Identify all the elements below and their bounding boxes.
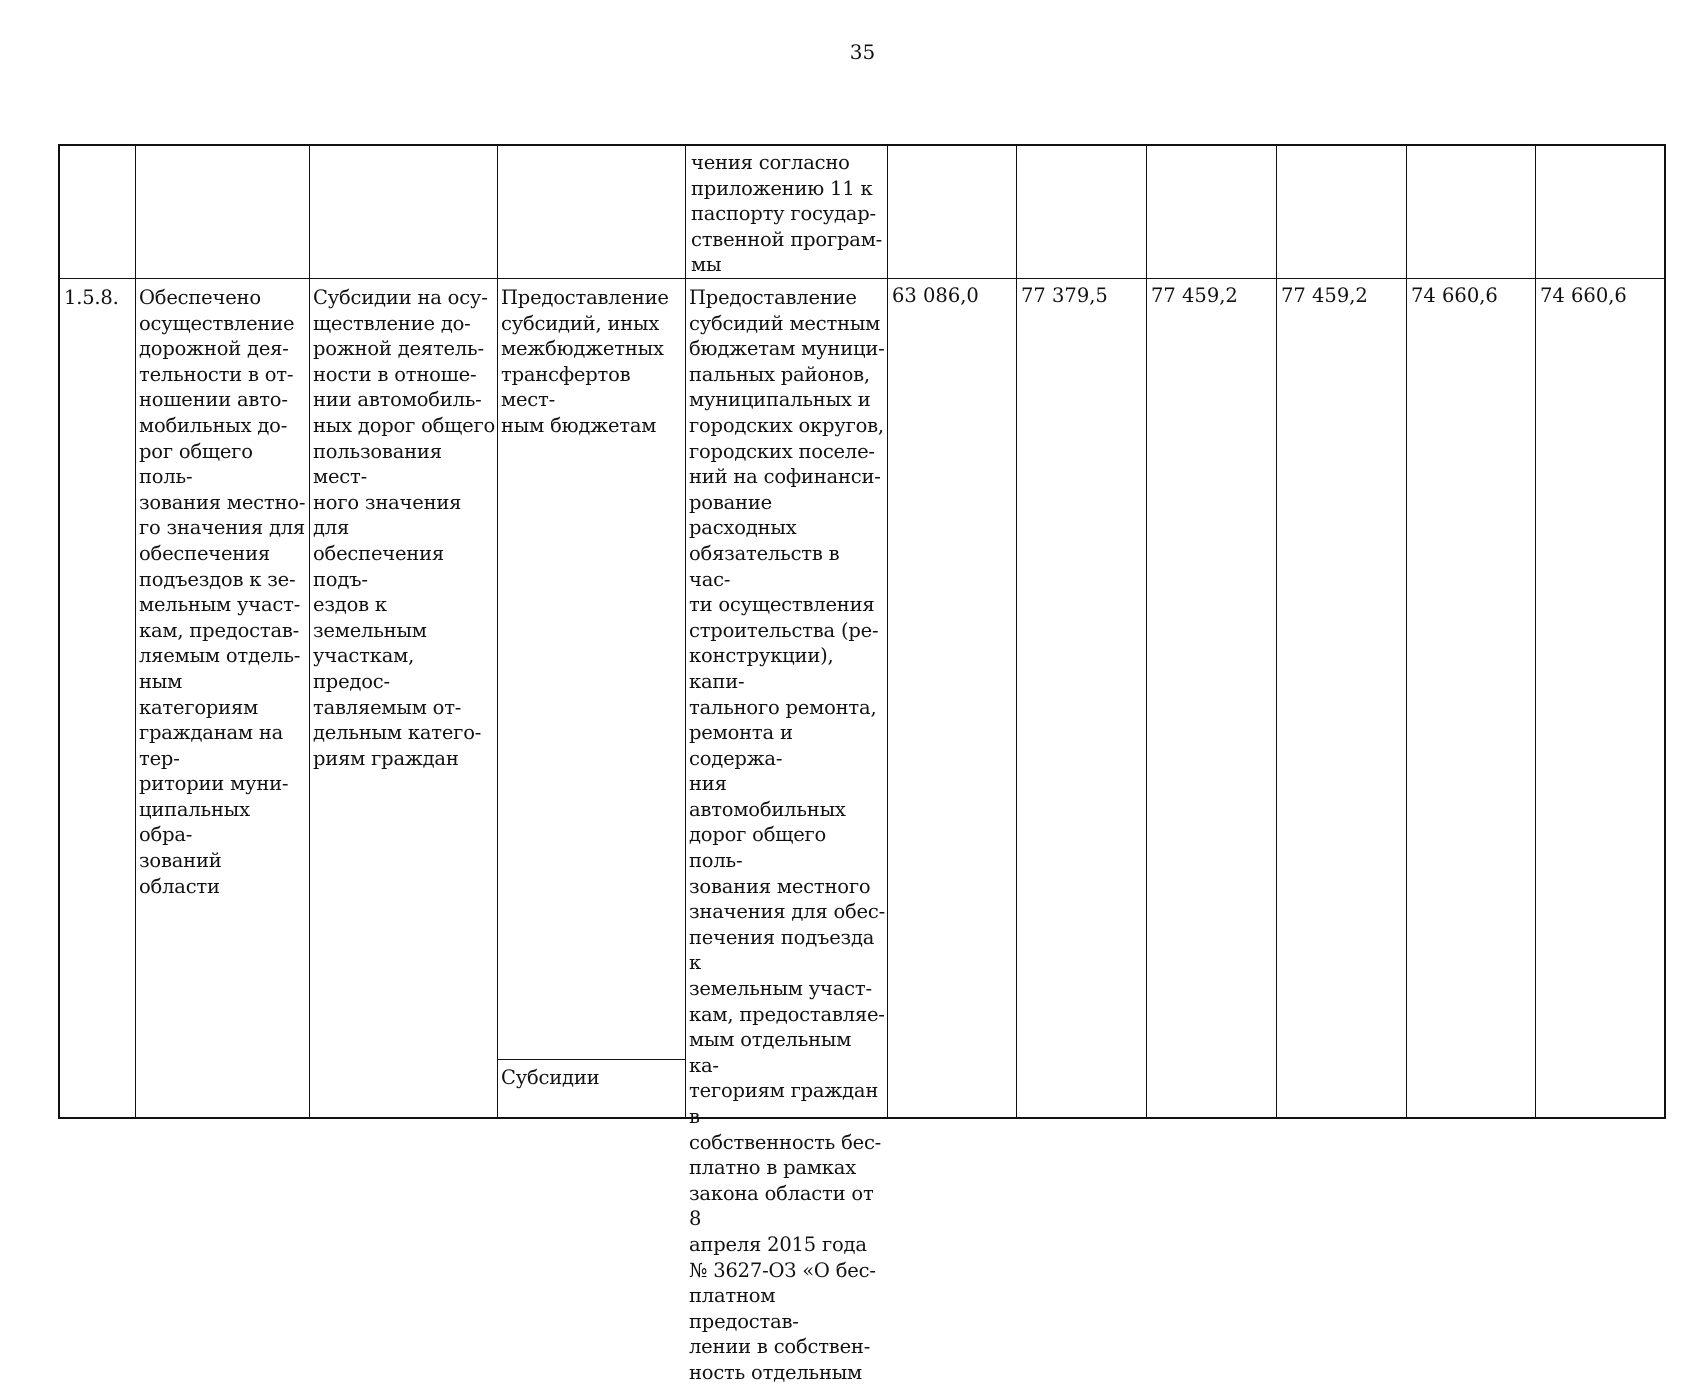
value-cell: 77 459,2 xyxy=(1281,284,1368,307)
value-cell: 74 660,6 xyxy=(1411,284,1498,307)
column-divider xyxy=(135,146,136,1117)
column-divider xyxy=(497,146,498,1117)
column-divider xyxy=(1535,146,1536,1117)
program-table xyxy=(58,144,1666,1384)
direction-primary: Предоставление субсидий, иных межбюджетных трансфертов мест- ным бюджетам xyxy=(501,286,669,437)
column-divider xyxy=(887,146,888,1117)
page-number: 35 xyxy=(849,40,876,64)
value-cell: 63 086,0 xyxy=(892,284,979,307)
measure-description: Субсидии на осу- ществление до- рожной деятель- ности в отноше- нии автомобиль- ных дорог общего пользования мест- ного значения для обеспечения подъ- ездов к земельным участкам, предос- тавляемым от- дельным катего- риям граждан xyxy=(313,286,496,770)
direction-subsidies: Субсидии xyxy=(501,1066,600,1089)
row-number: 1.5.8. xyxy=(64,286,119,309)
value-cell: 77 459,2 xyxy=(1151,284,1238,307)
value-cell: 77 379,5 xyxy=(1021,284,1108,307)
column-divider xyxy=(1276,146,1277,1117)
activity-description: Предоставление субсидий местным бюджетам муници- пальных районов, муниципальных и городских округов, городских поселе- ний на софинанси- рование расходных обязательств в час- ти осуществления строительства (ре- конструкции), капи- тального ремонта, ремонта и содержа- ния автомобильных дорог общего поль- зования местного значения для обес- печения подъезда к земельным участ- кам, предоставляе- мым отдельным ка- тегориям граждан в собственность бес- платно в рамках закона области от 8 апреля 2015 года № 3627-ОЗ «О бес- платном предостав- лении в собствен- ность отдельным xyxy=(689,286,886,1384)
column-divider xyxy=(309,146,310,1117)
column-divider xyxy=(685,146,686,1117)
row-divider xyxy=(60,278,1664,279)
subrow-divider xyxy=(497,1059,685,1060)
column-divider xyxy=(1016,146,1017,1117)
continuation-description: чения согласно приложению 11 к паспорту государ- ственной програм- мы xyxy=(691,151,883,277)
column-divider xyxy=(1406,146,1407,1117)
result-description: Обеспечено осуществление дорожной дея- тельности в от- ношении авто- мобильных до- рог общего поль- зования местно- го значения для обеспечения подъездов к зе- мельным участ- кам, предостав- ляемым отдель- ным категориям гражданам на тер- ритории муни- ципальных обра- зований области xyxy=(139,286,306,898)
column-divider xyxy=(1146,146,1147,1117)
value-cell: 74 660,6 xyxy=(1540,284,1627,307)
